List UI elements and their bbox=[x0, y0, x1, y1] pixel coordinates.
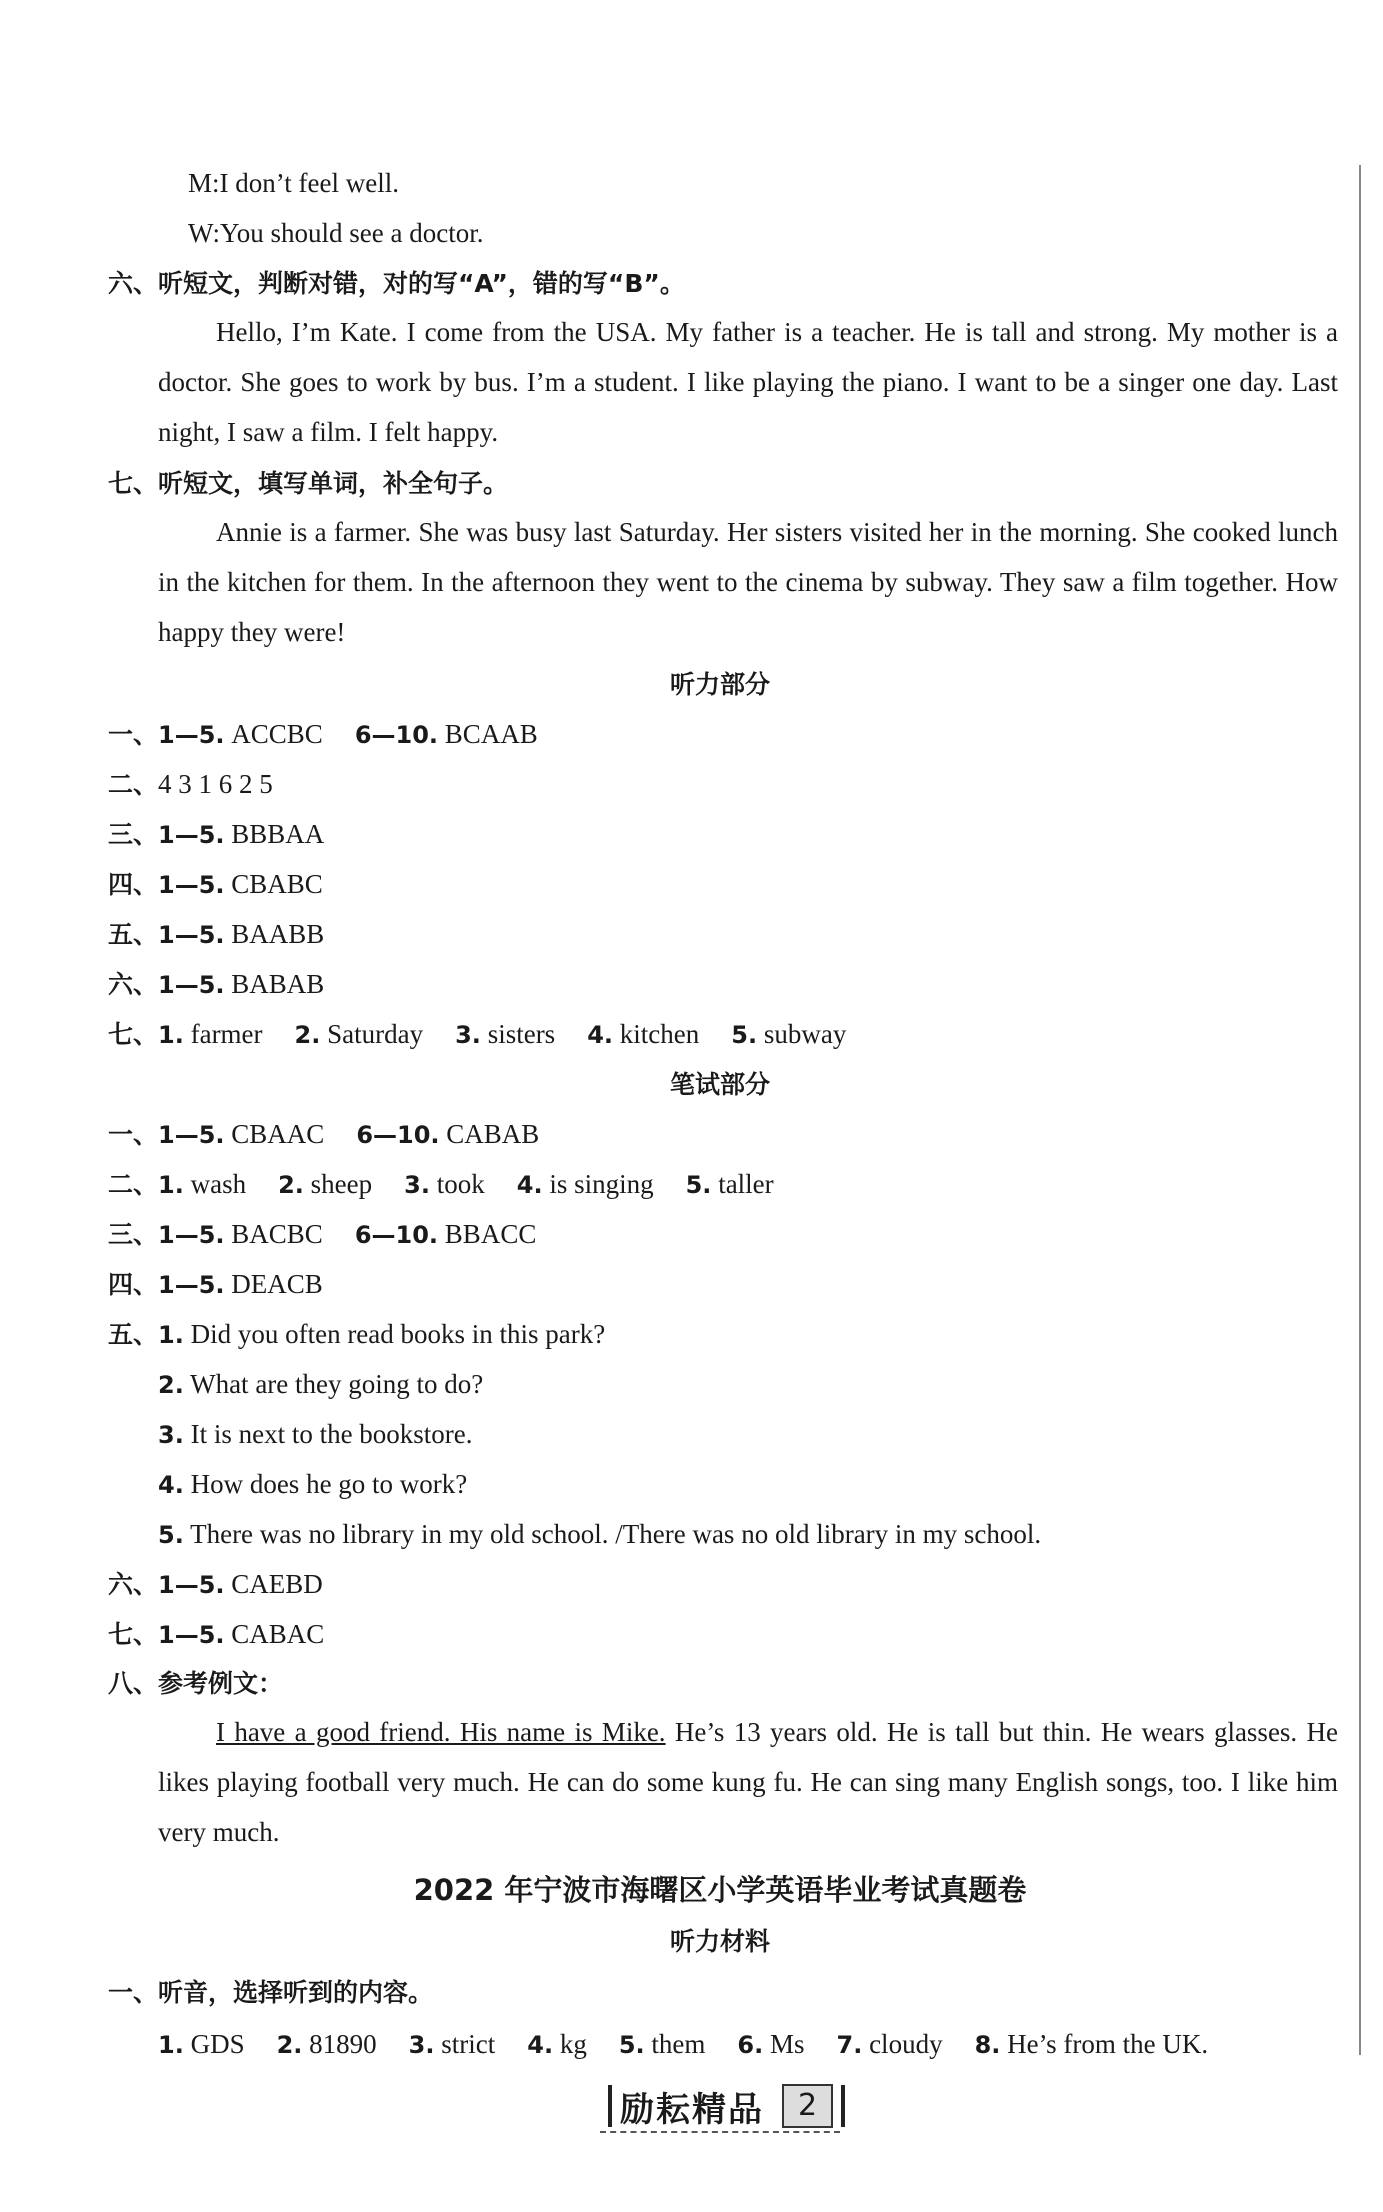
listening-number: 4. bbox=[587, 1021, 614, 1049]
listening-mark: 六、 bbox=[108, 970, 159, 999]
written-answer: DEACB bbox=[231, 1269, 323, 1299]
listening-answer: BBBAA bbox=[231, 819, 325, 849]
section-1-number: 3. bbox=[408, 2031, 435, 2059]
listening-mark: 三、 bbox=[108, 820, 159, 849]
section-1-number: 1. bbox=[158, 2031, 184, 2059]
listening-mark: 二、 bbox=[108, 770, 159, 799]
written-row bbox=[108, 1614, 324, 1655]
written-answer: It is next to the bookstore. bbox=[190, 1419, 473, 1449]
written-row bbox=[158, 1364, 483, 1405]
written-heading: 笔试部分 bbox=[669, 1070, 770, 1099]
written-row bbox=[108, 1114, 539, 1155]
listening-number: 1—5. bbox=[158, 921, 225, 949]
listening-number: 1—5. bbox=[158, 871, 225, 899]
written-number: 4. bbox=[516, 1171, 543, 1199]
written-answer: sheep bbox=[310, 1169, 373, 1199]
written-number: 3. bbox=[404, 1171, 430, 1199]
section-1-option: 81890 bbox=[309, 2029, 377, 2059]
written-mark: 六、 bbox=[108, 1570, 159, 1599]
listening-answer: subway bbox=[763, 1019, 847, 1049]
listening-row bbox=[108, 764, 273, 805]
section-1-option: GDS bbox=[190, 2029, 245, 2059]
written-row bbox=[108, 1314, 605, 1355]
written-number: 1—5. bbox=[158, 1121, 225, 1149]
written-answer: is singing bbox=[549, 1169, 654, 1199]
listening-row bbox=[108, 914, 324, 955]
dialogue-line-1: M:I don’t feel well. bbox=[188, 168, 399, 198]
written-mark: 三、 bbox=[108, 1220, 159, 1249]
written-answer: BBACC bbox=[444, 1219, 537, 1249]
written-answer: CABAB bbox=[446, 1119, 540, 1149]
written-number: 1—5. bbox=[158, 1221, 225, 1249]
listening-answer: Saturday bbox=[327, 1019, 424, 1049]
material-heading: 听力材料 bbox=[669, 1927, 770, 1956]
listening-number: 1—5. bbox=[158, 721, 225, 749]
listening-row bbox=[108, 1014, 846, 1055]
listening-number: 2. bbox=[294, 1021, 321, 1049]
listening-answer: BABAB bbox=[231, 969, 325, 999]
page-number: 2 bbox=[782, 2084, 833, 2128]
listening-row bbox=[108, 714, 538, 755]
section-1-number: 7. bbox=[836, 2031, 863, 2059]
written-answer: What are they going to do? bbox=[190, 1369, 484, 1399]
section-1-option: kg bbox=[559, 2029, 587, 2059]
written-answer: CAEBD bbox=[231, 1569, 323, 1599]
written-number: 4. bbox=[158, 1471, 184, 1499]
written-number: 1. bbox=[158, 1171, 184, 1199]
written-row bbox=[158, 1464, 467, 1505]
written-row bbox=[108, 1264, 323, 1305]
listening-answer: farmer bbox=[190, 1019, 263, 1049]
listening-row bbox=[108, 964, 324, 1005]
section-6-passage bbox=[158, 307, 1338, 457]
listening-answer: BCAAB bbox=[444, 719, 538, 749]
listening-answer: BAABB bbox=[231, 919, 325, 949]
section-1-option: cloudy bbox=[869, 2029, 943, 2059]
written-answer: BACBC bbox=[231, 1219, 323, 1249]
section-1-option: them bbox=[651, 2029, 706, 2059]
written-row bbox=[108, 1164, 774, 1205]
written-number: 1—5. bbox=[158, 1271, 225, 1299]
section-7-passage-text: Annie is a farmer. She was busy last Saturday. Her sisters visited her in the morning. She cooked lunch in the kitchen for them. In the afternoon they went to the cinema by subway. They saw a film together. How happy they were! bbox=[158, 517, 1338, 647]
listening-row bbox=[108, 814, 324, 855]
section-6-passage-text: Hello, I’m Kate. I come from the USA. My father is a teacher. He is tall and strong. My mother is a doctor. She goes to work by bus. I’m a student. I like playing the piano. I want to be a singer one day. Last night, I saw a film. I felt happy. bbox=[158, 317, 1338, 447]
written-mark: 四、 bbox=[108, 1270, 159, 1299]
section-7-passage bbox=[158, 507, 1338, 657]
essay-rest-text: He’s 13 years old. He is tall but thin. He wears glasses. He likes playing football very much. He can do some kung fu. He can sing many English songs, too. I like him very much. bbox=[158, 1717, 1338, 1847]
listening-text: 4 3 1 6 2 5 bbox=[158, 769, 273, 799]
footer bbox=[600, 2078, 853, 2134]
listening-mark: 一、 bbox=[108, 720, 159, 749]
essay-underlined-text: I have a good friend. His name is Mike. bbox=[216, 1717, 666, 1747]
section-1-title: 一、听音，选择听到的内容。 bbox=[108, 1978, 434, 2007]
listening-heading: 听力部分 bbox=[669, 670, 770, 699]
listening-answer: ACCBC bbox=[231, 719, 323, 749]
section-1-option: Ms bbox=[769, 2029, 805, 2059]
section-1-option: He’s from the UK. bbox=[1007, 2029, 1209, 2059]
written-row bbox=[108, 1214, 536, 1255]
section-1-number: 6. bbox=[737, 2031, 764, 2059]
written-mark: 二、 bbox=[108, 1170, 159, 1199]
section-1-number: 5. bbox=[618, 2031, 645, 2059]
dialogue-line-2: W:You should see a doctor. bbox=[188, 218, 484, 248]
written-number: 6—10. bbox=[356, 1121, 440, 1149]
listening-mark: 五、 bbox=[108, 920, 159, 949]
written-row bbox=[158, 1414, 473, 1455]
listening-number: 6—10. bbox=[354, 721, 439, 749]
listening-row bbox=[108, 864, 323, 905]
section-1-number: 2. bbox=[276, 2031, 303, 2059]
written-number: 2. bbox=[278, 1171, 304, 1199]
section-1-number: 4. bbox=[527, 2031, 554, 2059]
written-answer: How does he go to work? bbox=[190, 1469, 468, 1499]
listening-mark: 四、 bbox=[108, 870, 159, 899]
listening-answer: CBABC bbox=[231, 869, 323, 899]
exam-title: 2022 年宁波市海曙区小学英语毕业考试真题卷 bbox=[413, 1873, 1027, 1907]
written-answer: CBAAC bbox=[231, 1119, 325, 1149]
written-answer: CABAC bbox=[231, 1619, 325, 1649]
essay-title: 八、参考例文： bbox=[108, 1669, 284, 1698]
written-number: 1. bbox=[158, 1321, 184, 1349]
section-1-items bbox=[158, 2024, 1208, 2065]
written-mark: 七、 bbox=[108, 1620, 159, 1649]
listening-mark: 七、 bbox=[108, 1020, 159, 1049]
section-1-option: strict bbox=[441, 2029, 496, 2059]
written-number: 6—10. bbox=[354, 1221, 439, 1249]
listening-answer: sisters bbox=[487, 1019, 556, 1049]
written-row bbox=[158, 1514, 1041, 1555]
section-7-title: 七、听短文，填写单词，补全句子。 bbox=[108, 469, 509, 498]
listening-number: 1. bbox=[158, 1021, 184, 1049]
written-answer: Did you often read books in this park? bbox=[190, 1319, 606, 1349]
written-mark: 五、 bbox=[108, 1320, 159, 1349]
written-number: 2. bbox=[158, 1371, 184, 1399]
written-number: 1—5. bbox=[158, 1571, 225, 1599]
written-mark: 一、 bbox=[108, 1120, 159, 1149]
written-answer: took bbox=[436, 1169, 485, 1199]
written-number: 3. bbox=[158, 1421, 184, 1449]
footer-brand: 励耘精品 bbox=[620, 2089, 764, 2130]
listening-number: 5. bbox=[731, 1021, 758, 1049]
listening-number: 1—5. bbox=[158, 821, 225, 849]
written-answer: There was no library in my old school. /There was no old library in my school. bbox=[190, 1519, 1042, 1549]
margin-rule bbox=[1359, 165, 1361, 2055]
written-row bbox=[108, 1564, 323, 1605]
section-6-title: 六、听短文，判断对错，对的写“A”，错的写“B”。 bbox=[108, 269, 685, 298]
footer-dash bbox=[600, 2131, 840, 2133]
written-number: 5. bbox=[158, 1521, 184, 1549]
written-answer: taller bbox=[718, 1169, 774, 1199]
listening-number: 1—5. bbox=[158, 971, 225, 999]
listening-answer: kitchen bbox=[619, 1019, 700, 1049]
section-1-number: 8. bbox=[974, 2031, 1001, 2059]
written-answer: wash bbox=[190, 1169, 247, 1199]
essay-passage bbox=[158, 1707, 1338, 1857]
footer-bar-right bbox=[841, 2085, 845, 2127]
listening-number: 3. bbox=[455, 1021, 481, 1049]
written-number: 5. bbox=[685, 1171, 712, 1199]
footer-bar-left bbox=[608, 2085, 612, 2127]
written-number: 1—5. bbox=[158, 1621, 225, 1649]
